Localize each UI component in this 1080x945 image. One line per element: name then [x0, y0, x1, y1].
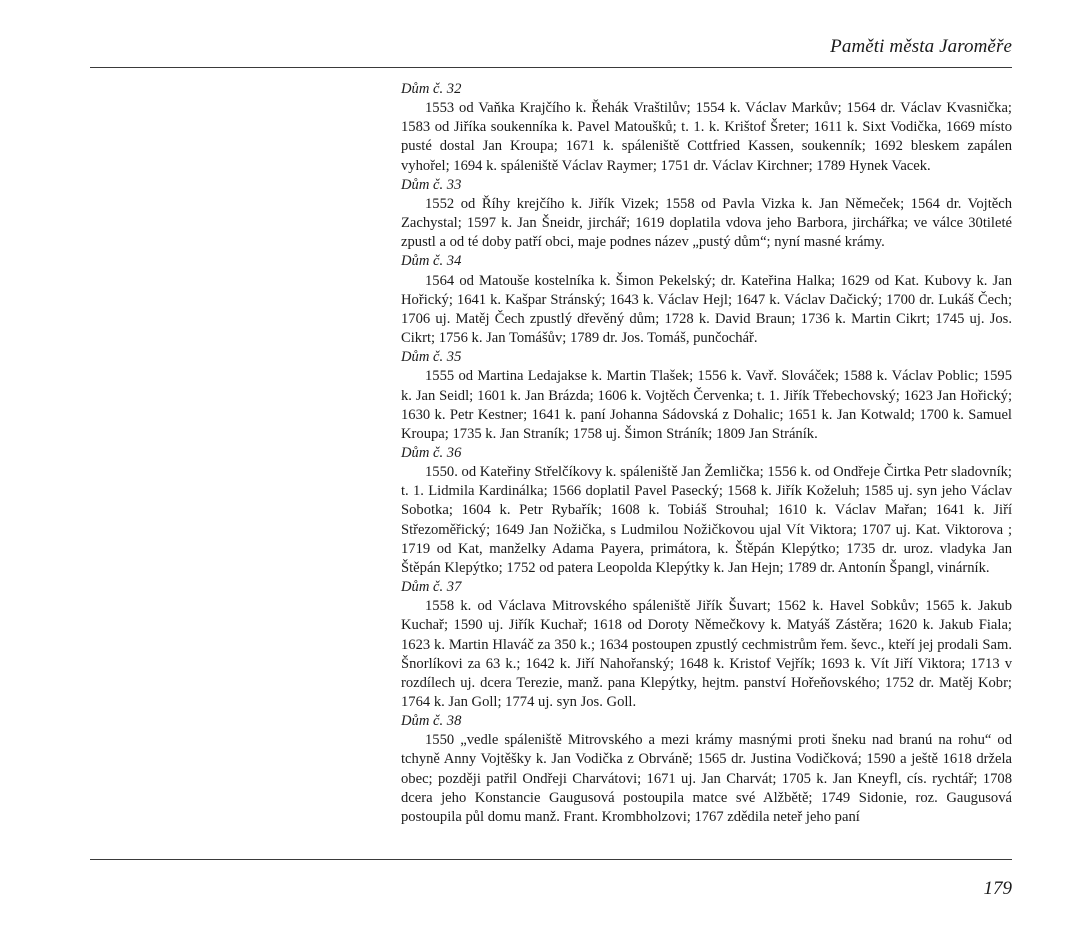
entry-33 — [401, 176, 1012, 253]
entry-heading: Dům č. 34 — [401, 253, 462, 270]
entry-36 — [401, 444, 1012, 578]
footer-rule — [90, 859, 1012, 860]
header-rule — [90, 67, 1012, 68]
entry-heading: Dům č. 32 — [401, 81, 462, 97]
entry-35 — [401, 348, 1012, 444]
entry-text: 1553 od Vaňka Krajčího k. Řehák Vraštilův; 1554 k. Václav Markův; 1564 dr. Václav Kvasnička; 1583 od Jiříka soukenníka k. Pavel Matoušků; t. 1. k. Krištof Šreter; 1611 k. Sixt Vodička, 1669 místo pusté dostal Jan Kroupa; 1671 k. spáleniště Cottfried Kassen, soukenník; 1692 bleskem zapálen vyhořel; 1694 k. spáleniště Václav Raymer; 1751 dr. Václav Kirchner; 1789 Hynek Vacek. — [401, 100, 1012, 174]
entry-text: 1550. od Kateřiny Střelčíkovy k. spáleniště Jan Žemlička; 1556 k. od Ondřeje Čirtka Petr sladovník; t. 1. Lidmila Kardinálka; 1566 doplatil Pavel Pasecký; 1568 k. Jiřík Koželuh; 1585 uj. syn jeho Václav Sobotka; 1604 k. Petr Rybařík; 1608 k. Tobiáš Strouhal; 1610 k. Václav Mařan; 1641 k. Jiří Střezoměřický; 1649 Jan Nožička, s Ludmilou Nožičkovou ujal Vít Viktora; 1707 uj. Kat. Viktorova ; 1719 od Kat, manželky Adama Payera, primátora, k. Štěpán Klepýtko; 1735 dr. uroz. vladyka Jan Štěpán Klepýtko; 1752 od patera Leopolda Klepýtky k. Jan Hejn; 1789 dr. Antonín Špangl, vinárník. — [401, 464, 1012, 576]
entry-heading: Dům č. 33 — [401, 176, 462, 193]
running-header-title: Paměti města Jaroměře — [830, 36, 1012, 57]
entry-heading: Dům č. 37 — [401, 579, 462, 596]
entry-heading: Dům č. 38 — [401, 713, 462, 730]
entry-37 — [401, 578, 1012, 712]
page-body — [401, 80, 1012, 827]
page-number: 179 — [983, 878, 1012, 899]
entry-text: 1550 „vedle spáleniště Mitrovského a mezi krámy masnými proti šneku nad branú na rohu“ od tchyně Anny Vojtěšky k. Jan Vodička z Obrváně; 1565 dr. Justina Vodičková; 1590 a ještě 1618 držela obec; později patřil Ondřeji Charvátovi; 1671 uj. Jan Charvát; 1705 k. Jan Kneyfl, cís. rychtář; 1708 dcera jeho Konstancie Gaugusová postoupila matce své Alžbětě; 1749 Sidonie, roz. Gaugusová postoupila půl domu manž. Frant. Krombholzovi; 1767 zdědila neteř jeho paní — [401, 732, 1012, 825]
entry-text: 1558 k. od Václava Mitrovského spáleniště Jiřík Šuvart; 1562 k. Havel Sobkův; 1565 k. Jakub Kuchař; 1590 uj. Jiřík Kuchař; 1618 od Doroty Němečkovy k. Matyáš Zástěra; 1620 k. Jakub Fiala; 1623 k. Martin Hlaváč za 350 k.; 1634 postoupen zpustlý cechmistrům řem. ševc., kteří jej prodali Sam. Šnorlíkovi za 63 k.; 1642 k. Jiří Nahořanský; 1648 k. Kristof Vejřík; 1693 k. Vít Jiří Viktora; 1713 v rozdílech uj. dcera Terezie, manž. pana Klepýtky, hejtm. panství Hořeňovského; 1752 dr. Matěj Kobr; 1764 k. Jan Goll; 1774 uj. syn Jos. Goll. — [401, 598, 1012, 710]
entry-text: 1564 od Matouše kostelníka k. Šimon Pekelský; dr. Kateřina Halka; 1629 od Kat. Kubovy k. Jan Hořický; 1641 k. Kašpar Stránský; 1643 k. Václav Hejl; 1647 k. Václav Dačický; 1700 dr. Lukáš Čech; 1706 uj. Matěj Čech zpustlý dřevěný dům; 1728 k. David Braun; 1736 k. Martin Cikrt; 1745 uj. Jos. Cikrt; 1756 k. Jan Tomášův; 1789 dr. Jos. Tomáš, punčochář. — [401, 272, 1012, 347]
entry-text: 1552 od Říhy krejčího k. Jiřík Vizek; 1558 od Pavla Vizka k. Jan Němeček; 1564 dr. Vojtěch Zachystal; 1597 k. Jan Šneidr, jirchář; 1619 doplatila vdova jeho Barbora, jirchářka; ve válce 30tileté zpustl a od té doby patří obci, maje podnes název „pustý dům“; nyní masné krámy. — [401, 195, 1012, 251]
entry-heading: Dům č. 35 — [401, 349, 462, 366]
entry-32 — [401, 80, 1012, 176]
entry-38 — [401, 712, 1012, 827]
entry-heading: Dům č. 36 — [401, 444, 462, 461]
entry-34 — [401, 252, 1012, 348]
entry-text: 1555 od Martina Ledajakse k. Martin Tlašek; 1556 k. Vavř. Slováček; 1588 k. Václav Poblic; 1595 k. Jan Seidl; 1601 k. Jan Brázda; 1606 k. Vojtěch Červenka; t. 1. Jiřík Třebechovský; 1623 Jan Hořický; 1630 k. Petr Kestner; 1641 k. paní Johanna Sádovská z Dohalic; 1651 k. Jan Kotwald; 1700 k. Samuel Kroupa; 1735 k. Jan Straník; 1758 uj. Šimon Stráník; 1809 Jan Stráník. — [401, 368, 1012, 442]
